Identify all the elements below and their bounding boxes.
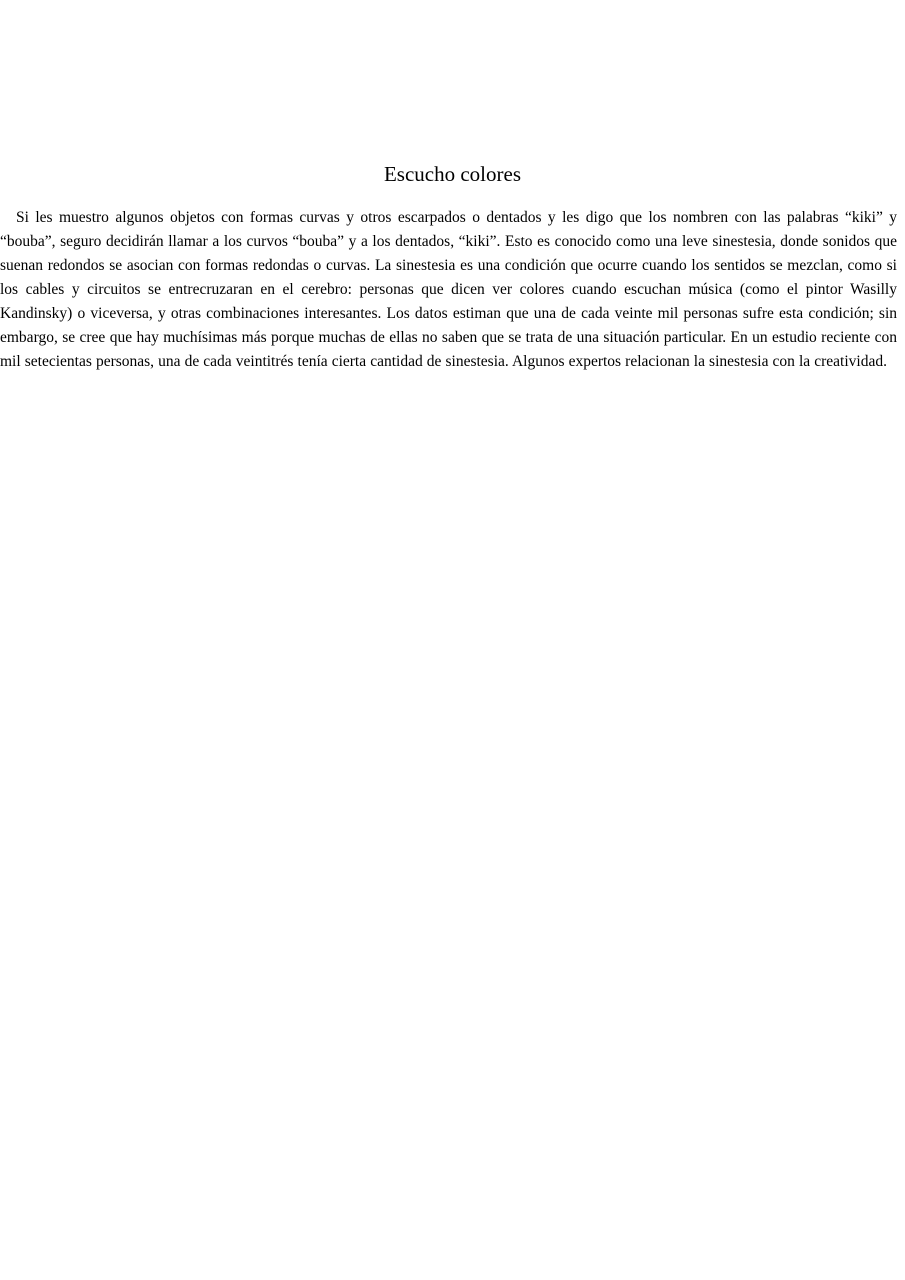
document-paragraph: Si les muestro algunos objetos con formas curvas y otros escarpados o dentados y les digo que los nombren con las palabras “kiki” y “bouba”, seguro decidirán llamar a los curvos “bouba” y a los dentados, “kiki”. Esto es conocido como una leve sinestesia, donde sonidos que suenan redondos se asocian con formas redondas o curvas. La sinestesia es una condición que ocurre cuando los sentidos se mezclan, como si los cables y circuitos se entrecruzaran en el cerebro: personas que dicen ver colores cuando escuchan música (como el pintor Wasilly Kandinsky) o viceversa, y otras combinaciones interesantes. Los datos estiman que una de cada veinte mil personas sufre esta condición; sin embargo, se cree que hay muchísimas más porque muchas de ellas no saben que se trata de una situación particular. En un estudio reciente con mil setecientas personas, una de cada veintitrés tenía cierta cantidad de sinestesia. Algunos expertos relacionan la sinestesia con la creatividad. (0, 209, 897, 370)
document-title: Escucho colores (383, 162, 522, 186)
